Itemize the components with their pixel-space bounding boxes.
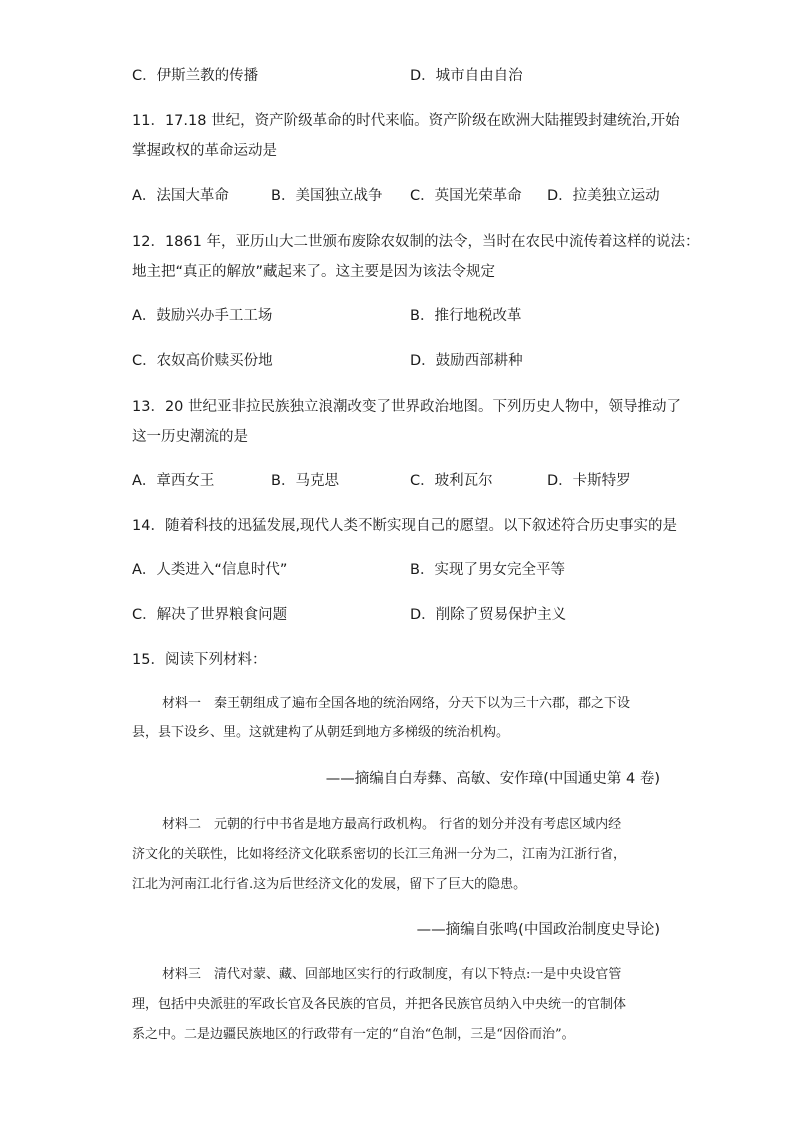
q11-stem-line-2: 掌握政权的革命运动是: [132, 143, 277, 159]
q11-option-b: B．美国独立战争: [271, 188, 383, 204]
material-2-source: ——摘编自张鸣(中国政治制度史导论): [416, 922, 660, 938]
q12-stem-line-2: 地主把“真正的解放”藏起来了。这主要是因为该法令规定: [132, 264, 496, 280]
q13-stem-line-2: 这一历史潮流的是: [132, 429, 248, 445]
q10-option-c: C．伊斯兰教的传播: [132, 68, 259, 84]
q12-option-c: C．农奴高价赎买份地: [132, 353, 273, 369]
q13-option-b: B．马克思: [271, 473, 339, 489]
material-3-line-2: 理，包括中央派驻的军政长官及各民族的官员，并把各民族官员纳入中央统一的官制体: [132, 997, 627, 1012]
q12-option-a: A．鼓励兴办手工工场: [132, 308, 273, 324]
q14-option-b: B．实现了男女完全平等: [410, 562, 565, 578]
material-1-source: ——摘编自白寿彝、高敏、安作璋(中国通史第 4 卷): [325, 771, 660, 787]
q14-option-d: D．削除了贸易保护主义: [410, 607, 567, 623]
material-1-line-2: 县，县下设乡、里。这就建构了从朝廷到地方多梯级的统治机构。: [132, 725, 510, 740]
q12-option-d: D．鼓励西部耕种: [410, 353, 523, 369]
q12-stem-line-1: 12．1861 年，亚历山大二世颁布废除农奴制的法令，当时在农民中流传着这样的说法：: [132, 234, 700, 250]
q14-stem-line-1: 14．随着科技的迅猛发展,现代人类不断实现自己的愿望。以下叙述符合历史事实的是: [132, 518, 678, 534]
q11-option-c: C．英国光荣革命: [410, 188, 522, 204]
q10-option-d: D．城市自由自治: [410, 68, 523, 84]
material-2-line-3: 江北为河南江北行省.这为后世经济文化的发展，留下了巨大的隐患。: [132, 877, 527, 892]
q13-option-c: C．玻利瓦尔: [410, 473, 493, 489]
material-2-line-1: 材料二 元朝的行中书省是地方最高行政机构。 行省的划分并没有考虑区域内经: [162, 817, 622, 832]
q11-option-a: A．法国大革命: [132, 188, 229, 204]
q11-stem-line-1: 11．17.18 世纪，资产阶级革命的时代来临。资产阶级在欧洲大陆摧毁封建统治,开始: [132, 113, 680, 129]
q13-stem-line-1: 13．20 世纪亚非拉民族独立浪潮改变了世界政治地图。下列历史人物中，领导推动了: [132, 399, 682, 415]
material-2-line-2: 济文化的关联性，比如将经济文化联系密切的长江三角洲一分为二，江南为江浙行省，: [132, 847, 627, 862]
material-3-line-3: 系之中。二是边疆民族地区的行政带有一定的“自治“色制，三是“因俗而治”。: [132, 1027, 575, 1042]
q11-option-d: D．拉美独立运动: [547, 188, 660, 204]
material-3-line-1: 材料三 清代对蒙、藏、回部地区实行的行政制度，有以下特点:一是中央设官管: [162, 967, 622, 982]
material-1-line-1: 材料一 秦王朝组成了遍布全国各地的统治网络，分天下以为三十六郡，郡之下设: [162, 696, 631, 711]
q14-option-c: C．解决了世界粮食问题: [132, 607, 288, 623]
q15-stem: 15．阅读下列材料：: [132, 652, 267, 668]
q13-option-d: D．卡斯特罗: [547, 473, 631, 489]
q12-option-b: B．推行地税改革: [410, 308, 522, 324]
q14-option-a: A．人类进入“信息时代”: [132, 562, 288, 578]
q13-option-a: A．章西女王: [132, 473, 215, 489]
